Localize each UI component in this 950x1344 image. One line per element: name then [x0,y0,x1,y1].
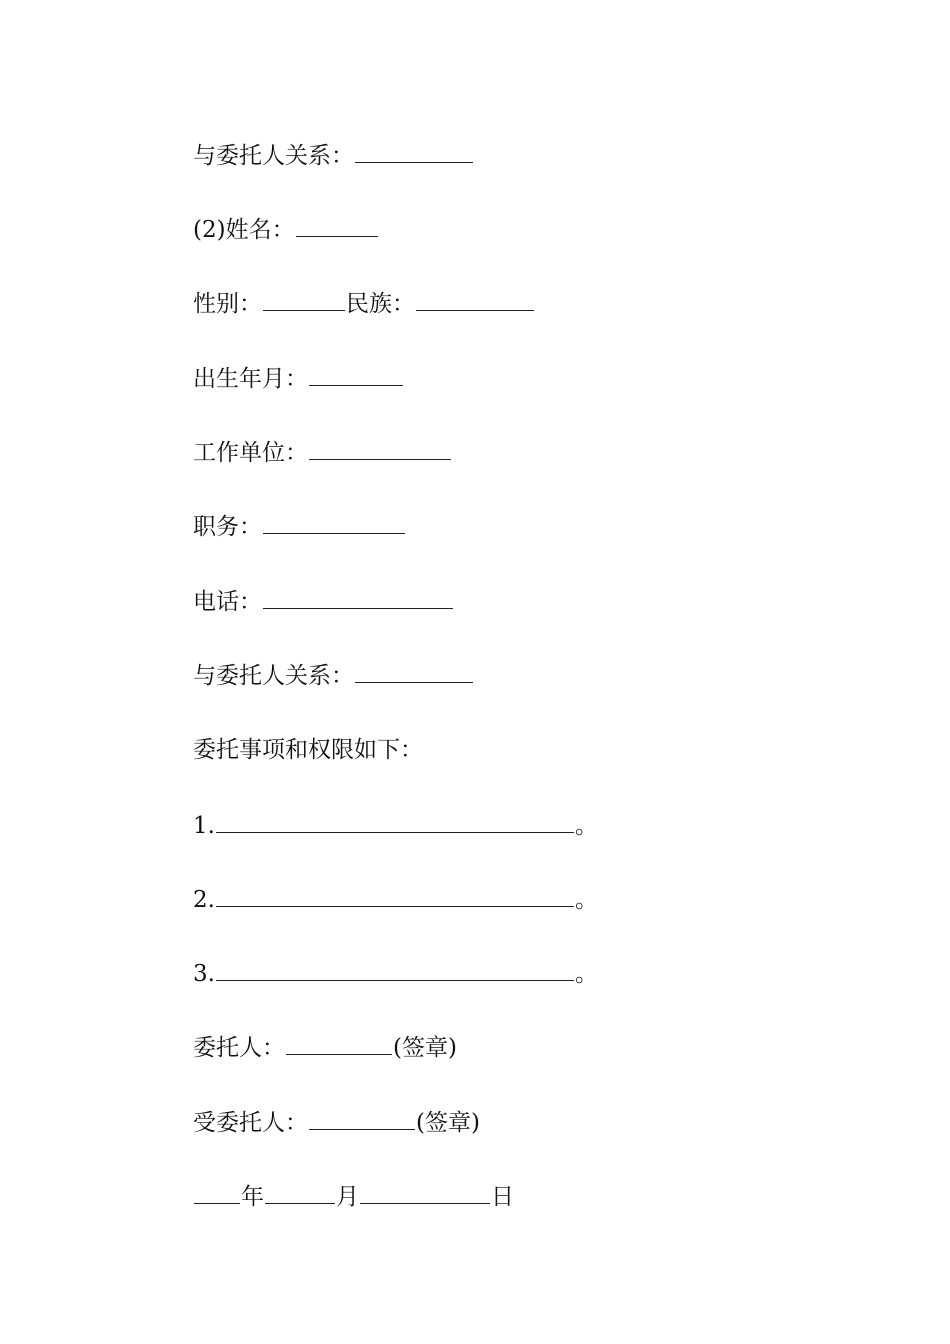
relation-blank[interactable] [355,660,473,683]
relation-line-1 [193,140,474,172]
day-label: 日 [491,1184,514,1210]
relation-line-2 [193,660,474,692]
ethnicity-blank[interactable] [416,288,534,311]
relation-label: 与委托人关系： [193,143,354,169]
item-end: 。 [574,813,598,839]
matter-item-1 [193,810,598,842]
item-end: 。 [574,961,598,987]
phone-label: 电话： [193,589,262,615]
matter-item-3 [193,958,598,990]
birth-label: 出生年月： [193,366,308,392]
principal-blank[interactable] [286,1032,392,1055]
item-number: 2. [193,887,215,913]
agent-signature-line [193,1107,480,1139]
name-line [193,214,379,246]
principal-signature-line [193,1032,457,1064]
position-blank[interactable] [263,511,405,534]
date-line [193,1181,514,1213]
principal-seal: (签章) [393,1035,457,1061]
matter-item-2 [193,884,598,916]
position-line [193,511,406,543]
item-blank[interactable] [216,884,574,907]
agent-seal: (签章) [416,1110,480,1136]
name-label: (2)姓名： [193,217,295,243]
year-label: 年 [241,1184,264,1210]
position-label: 职务： [193,514,262,540]
phone-blank[interactable] [263,586,453,609]
work-unit-line [193,437,452,469]
year-blank[interactable] [194,1181,240,1204]
relation-blank[interactable] [355,140,473,163]
item-blank[interactable] [216,958,574,981]
matters-label: 委托事项和权限如下： [193,737,423,763]
birth-line [193,363,404,395]
day-blank[interactable] [360,1181,490,1204]
agent-label: 受委托人： [193,1110,308,1136]
relation-label: 与委托人关系： [193,663,354,689]
gender-blank[interactable] [263,288,345,311]
item-end: 。 [574,887,598,913]
work-unit-blank[interactable] [309,437,451,460]
ethnicity-label: 民族： [346,291,415,317]
name-blank[interactable] [296,214,378,237]
matters-heading [193,734,423,766]
item-blank[interactable] [216,810,574,833]
work-unit-label: 工作单位： [193,440,308,466]
month-label: 月 [336,1184,359,1210]
principal-label: 委托人： [193,1035,285,1061]
phone-line [193,586,454,618]
agent-blank[interactable] [309,1107,415,1130]
gender-label: 性别： [193,291,262,317]
item-number: 1. [193,813,215,839]
month-blank[interactable] [265,1181,335,1204]
birth-blank[interactable] [309,363,403,386]
item-number: 3. [193,961,215,987]
gender-ethnicity-line [193,288,535,320]
